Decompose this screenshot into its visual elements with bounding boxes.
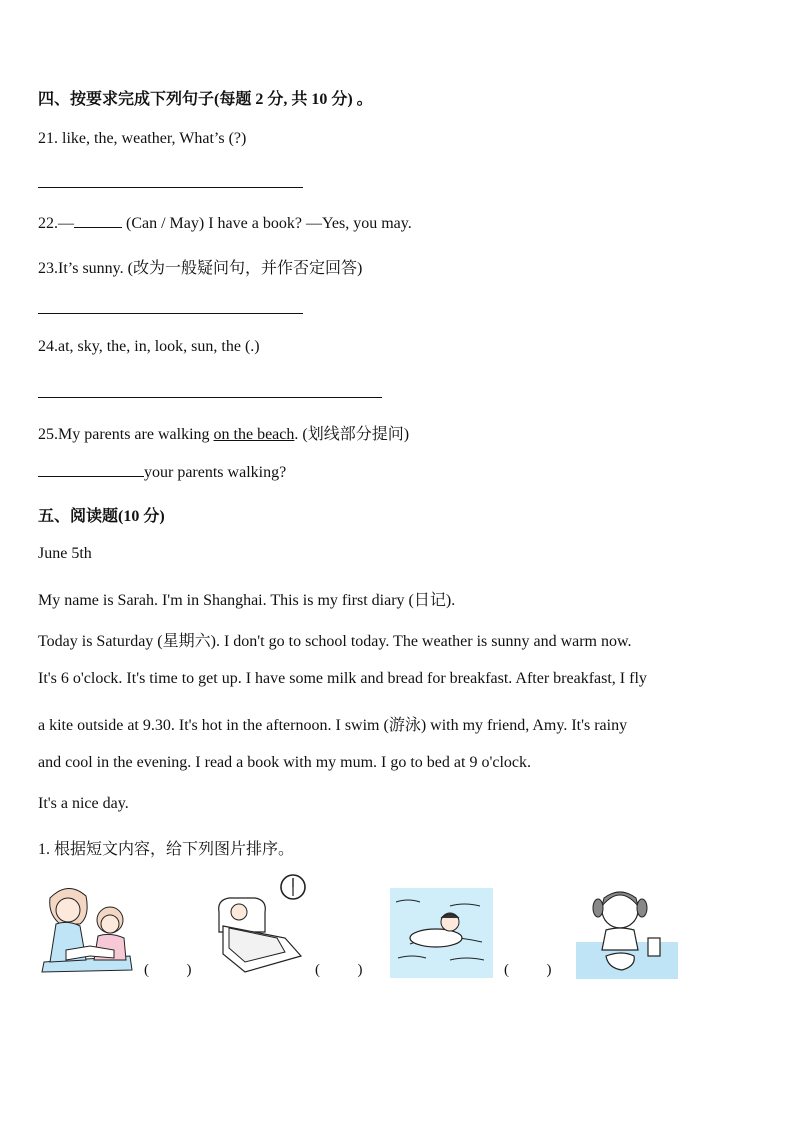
question-25-answer-tail: your parents walking? xyxy=(144,464,287,481)
swimming-picture xyxy=(390,888,493,978)
question-25-suffix: . (划线部分提问) xyxy=(294,426,410,443)
order-answer-paren-1: ( ) xyxy=(144,962,192,978)
passage-line-6: It's a nice day. xyxy=(38,795,129,812)
task-1-instruction: 1. 根据短文内容，给下列图片排序。 xyxy=(38,841,295,858)
question-21: 21. like, the, weather, What’s (?) xyxy=(38,130,247,147)
passage-line-5: and cool in the evening. I read a book with my mum. I go to bed at 9 o'clock. xyxy=(38,754,531,771)
answer-blank-25 xyxy=(38,462,144,477)
section-5-heading: 五、阅读题(10 分) xyxy=(38,508,165,525)
reading-with-mum-picture xyxy=(40,880,136,976)
diary-date: June 5th xyxy=(38,545,92,562)
answer-blank-22 xyxy=(74,213,122,228)
answer-line-23 xyxy=(38,313,303,314)
question-22 xyxy=(38,213,412,233)
question-25 xyxy=(38,421,409,444)
breakfast-girl-picture xyxy=(576,880,678,979)
answer-line-21 xyxy=(38,187,303,188)
passage-line-4: a kite outside at 9.30. It's hot in the afternoon. I swim (游泳) with my friend, Amy. It's rainy xyxy=(38,717,628,734)
question-25-underlined-phrase: on the beach xyxy=(213,426,295,443)
bed-with-clock-picture xyxy=(215,872,311,978)
question-25-prefix: 25.My parents are walking xyxy=(38,426,214,443)
passage-line-3: It's 6 o'clock. It's time to get up. I have some milk and bread for breakfast. After breakfast, I fly xyxy=(38,670,647,687)
passage-line-2: Today is Saturday (星期六). I don't go to school today. The weather is sunny and warm now. xyxy=(38,633,632,650)
question-24: 24.at, sky, the, in, look, sun, the (.) xyxy=(38,338,260,355)
question-23: 23.It’s sunny. (改为一般疑问句，并作否定回答) xyxy=(38,260,363,277)
question-22-text: (Can / May) I have a book? —Yes, you may. xyxy=(126,215,412,232)
answer-line-24 xyxy=(38,397,382,398)
question-25-answer xyxy=(38,462,286,482)
section-4-heading: 四、按要求完成下列句子(每题 2 分, 共 10 分) 。 xyxy=(38,91,373,108)
order-answer-paren-3: ( ) xyxy=(504,962,552,978)
passage-line-1: My name is Sarah. I'm in Shanghai. This is my first diary (日记). xyxy=(38,592,456,609)
order-answer-paren-2: ( ) xyxy=(315,962,363,978)
question-22-prefix: 22.— xyxy=(38,215,74,232)
